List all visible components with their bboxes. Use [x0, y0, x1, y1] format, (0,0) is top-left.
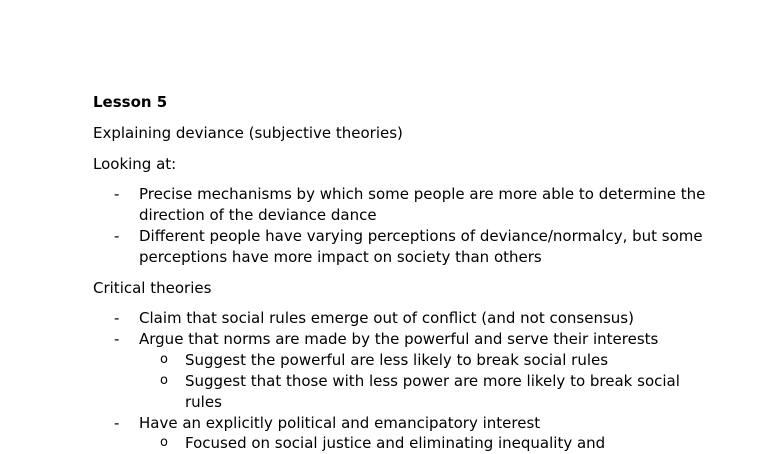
list-item: [114, 413, 754, 434]
lesson-title: Lesson 5: [93, 93, 168, 111]
bullet-dash: -: [114, 414, 120, 432]
sub-list-item-text: Suggest the powerful are less likely to break social rules: [185, 351, 609, 369]
list-item: [114, 329, 754, 350]
list-item: [114, 226, 754, 267]
sub-bullet-marker: o: [160, 435, 168, 450]
bullet-dash: -: [114, 330, 120, 348]
list-item-text: Claim that social rules emerge out of conflict (and not consensus): [139, 309, 634, 327]
list-item-text: Different people have varying perceptions of deviance/normalcy, but some perceptions have more impact on society than others: [139, 227, 703, 266]
looking-at-label: Looking at:: [93, 155, 177, 173]
lesson-subtitle: Explaining deviance (subjective theories): [93, 124, 403, 142]
critical-theories-heading: Critical theories: [93, 279, 212, 297]
sub-bullet-marker: o: [160, 373, 168, 388]
sub-bullet-marker: o: [160, 352, 168, 367]
sub-list-item-text: Suggest that those with less power are more likely to break social rules: [185, 372, 680, 411]
list-item: [114, 184, 754, 225]
list-item: [114, 308, 754, 329]
bullet-dash: -: [114, 309, 120, 327]
bullet-dash: -: [114, 185, 120, 203]
list-item-text: Precise mechanisms by which some people are more able to determine the direction of the deviance dance: [139, 185, 706, 224]
list-item-text: Have an explicitly political and emancipatory interest: [139, 414, 541, 432]
list-item-text: Argue that norms are made by the powerful and serve their interests: [139, 330, 659, 348]
sub-list-item: [160, 350, 720, 371]
sub-list-item: [160, 371, 720, 412]
sub-list-item: [160, 433, 720, 454]
sub-list-item-text: Focused on social justice and eliminating inequality and: [185, 434, 606, 452]
bullet-dash: -: [114, 227, 120, 245]
